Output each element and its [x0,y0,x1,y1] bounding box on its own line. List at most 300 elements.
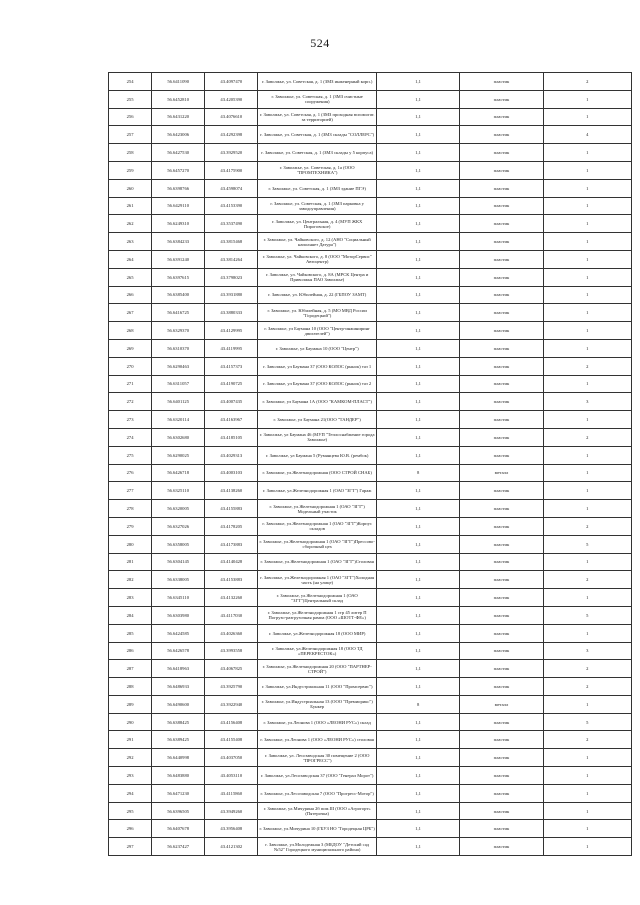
latitude-cell: 56.6391240 [152,250,205,268]
address-cell: г. Заволжье, ул.Железнодорожная 1 (ОАО "ЗГТ") Модельный участок [258,500,377,518]
material-cell: пластик [460,820,543,838]
quantity-cell: 1 [543,500,631,518]
quantity-cell: 1 [543,749,631,767]
volume-cell: 1,1 [376,179,459,197]
volume-cell: 1,1 [376,589,459,607]
row-number-cell: 279 [109,517,152,535]
latitude-cell: 56.6423006 [152,126,205,144]
longitude-cell: 43.4163967 [205,411,258,429]
latitude-cell: 56.6358005 [152,535,205,553]
address-cell: г. Заволжье, ул. Чайковского, д. 8А (МРСК Центра и Приволжья ПАО Заволжье) [258,268,377,286]
address-cell: г. Заволжье, ул. Чайковского, д. 12 (АНО "Социальный наполняет Датура") [258,233,377,251]
row-number-cell: 290 [109,713,152,731]
longitude-cell: 43.4026360 [205,624,258,642]
row-number-cell: 269 [109,339,152,357]
latitude-cell: 56.6384233 [152,233,205,251]
longitude-cell: 43.3922940 [205,695,258,713]
longitude-cell: 43.3815468 [205,233,258,251]
latitude-cell: 56.6249310 [152,215,205,233]
table-row [109,411,632,429]
table-row [109,695,632,713]
volume-cell: 1,1 [376,304,459,322]
latitude-cell: 56.6397615 [152,268,205,286]
volume-cell: 8 [376,464,459,482]
volume-cell: 1,1 [376,411,459,429]
table-row [109,500,632,518]
latitude-cell: 56.6290025 [152,446,205,464]
latitude-cell: 56.6320114 [152,411,205,429]
table-row [109,446,632,464]
table-row [109,144,632,162]
quantity-cell: 1 [543,624,631,642]
row-number-cell: 289 [109,695,152,713]
latitude-cell: 56.6418963 [152,660,205,678]
latitude-cell: 56.6426578 [152,642,205,660]
latitude-cell: 56.6385400 [152,286,205,304]
table-row [109,517,632,535]
address-cell: г. Заволжье, ул. Юбилейная, д. 22 (ГБПОУ ЗАМТ) [258,286,377,304]
quantity-cell: 2 [543,660,631,678]
latitude-cell: 56.6424585 [152,624,205,642]
quantity-cell: 1 [543,838,631,856]
row-number-cell: 295 [109,802,152,820]
row-number-cell: 293 [109,767,152,785]
longitude-cell: 43.4132260 [205,589,258,607]
quantity-cell: 1 [543,250,631,268]
quantity-cell: 1 [543,268,631,286]
address-cell: г. Заволжье, ул.Железнодорожная 1 (ОАО "ЗГТ")Корпус складов [258,517,377,535]
table-row [109,215,632,233]
volume-cell: 1,1 [376,784,459,802]
table-row [109,90,632,108]
row-number-cell: 258 [109,144,152,162]
quantity-cell: 1 [543,304,631,322]
volume-cell: 1,1 [376,802,459,820]
latitude-cell: 56.6311057 [152,375,205,393]
material-cell: пластик [460,375,543,393]
longitude-cell: 43.3880333 [205,304,258,322]
address-cell: г. Заволжье, ул Баумана 37 (ООО КОЛОС (рынок) таз 2 [258,375,377,393]
latitude-cell: 56.6486933 [152,678,205,696]
row-number-cell: 267 [109,304,152,322]
address-cell: г. Заволжье, ул.Молодежная 3 (МБДОУ "Детский сад №52" Городецкого муниципального района) [258,838,377,856]
quantity-cell: 5 [543,606,631,624]
address-cell: г. Заволжье, ул Баумана 21(ООО "ТАНДЕР") [258,411,377,429]
quantity-cell: 1 [543,215,631,233]
material-cell: пластик [460,90,543,108]
material-cell: пластик [460,571,543,589]
address-cell: г. Заволжье, ул.Леонова 1 (ООО «ЛЕОНИ РУС») столовая [258,731,377,749]
address-cell: г. Заволжье, ул.Железнодорожная 1 (ОАО "ЗГТ")Центральный склад [258,589,377,607]
material-cell: пластик [460,535,543,553]
volume-cell: 1,1 [376,660,459,678]
table-row [109,838,632,856]
row-number-cell: 254 [109,73,152,91]
volume-cell: 1,1 [376,428,459,446]
address-cell: г. Заволжье, ул. Советская, д. 1а (ООО "ПРОМТЕХНИКА") [258,161,377,179]
address-cell: г. Заволжье, ул. Советская, д. 1 (ЗМЗ проходная вспомогат. за территорией) [258,108,377,126]
quantity-cell: 1 [543,322,631,340]
row-number-cell: 260 [109,179,152,197]
address-cell: г. Заволжье, ул.Лесозаводская 7 (ООО "Прогресс-Мотор") [258,784,377,802]
latitude-cell: 56.6320005 [152,500,205,518]
quantity-cell: 1 [543,482,631,500]
longitude-cell: 43.3993558 [205,642,258,660]
row-number-cell: 261 [109,197,152,215]
address-cell: г. Заволжье, ул.Железнодорожная (ООО СТРОЙ СНАБ) [258,464,377,482]
address-cell: г. Заволжье, ул. Лесозаводская 30 помещение 2 (ООО "ПРОГРЕСС") [258,749,377,767]
longitude-cell: 43.4117030 [205,606,258,624]
longitude-cell: 43.3925790 [205,678,258,696]
table-row [109,535,632,553]
latitude-cell: 56.6411090 [152,73,205,91]
table-row [109,357,632,375]
material-cell: пластик [460,286,543,304]
longitude-cell: 43.4121302 [205,838,258,856]
row-number-cell: 270 [109,357,152,375]
table-row [109,820,632,838]
volume-cell: 1,1 [376,161,459,179]
table-body [109,73,632,856]
longitude-cell: 43.3798023 [205,268,258,286]
longitude-cell: 43.3956408 [205,820,258,838]
latitude-cell: 56.6490600 [152,695,205,713]
address-cell: г. Заволжье, ул Баумана 1А (ООО "КАМКОМ-ПЛАСТ") [258,393,377,411]
address-cell: г. Заволжье, ул Баумана 46 (МУП "Теплоснабжение города Заволжье) [258,428,377,446]
longitude-cell: 43.4153390 [205,197,258,215]
address-cell: г. Заволжье, ул. Советская, д. 1 (ЗМЗ очистные сооружения) [258,90,377,108]
quantity-cell: 1 [543,553,631,571]
address-cell: г. Заволжье, ул Баумана 10 (ООО "Центр-инжиниринг двигателей") [258,322,377,340]
longitude-cell: 43.4053110 [205,767,258,785]
volume-cell: 1,1 [376,108,459,126]
material-cell: пластик [460,179,543,197]
table-row [109,322,632,340]
quantity-cell: 1 [543,233,631,251]
table-row [109,108,632,126]
quantity-cell: 2 [543,428,631,446]
quantity-cell: 5 [543,535,631,553]
latitude-cell: 56.6457270 [152,161,205,179]
quantity-cell: 2 [543,357,631,375]
quantity-cell: 2 [543,731,631,749]
material-cell: пластик [460,678,543,696]
latitude-cell: 56.6329370 [152,322,205,340]
row-number-cell: 294 [109,784,152,802]
material-cell: металл [460,464,543,482]
address-cell: г. Заволжье, ул.Железнодорожная 1 (ОАО "ЗГТ")Столовая [258,553,377,571]
longitude-cell: 43.4178205 [205,517,258,535]
latitude-cell: 56.6398766 [152,179,205,197]
quantity-cell: 1 [543,464,631,482]
longitude-cell: 43.4129995 [205,322,258,340]
latitude-cell: 56.6407678 [152,820,205,838]
latitude-cell: 56.6237427 [152,838,205,856]
latitude-cell: 56.6431220 [152,108,205,126]
address-cell: г. Заволжье, ул.Железнодорожная 18 (ООО ТД «ПЕРЕКРЕСТОК») [258,642,377,660]
material-cell: пластик [460,108,543,126]
latitude-cell: 56.6304145 [152,553,205,571]
volume-cell: 1,1 [376,838,459,856]
quantity-cell: 1 [543,339,631,357]
volume-cell: 1,1 [376,393,459,411]
address-cell: г. Заволжье, ул.Индустриальная 13 (ООО "Премиорикс") Бункер [258,695,377,713]
longitude-cell: 43.4205390 [205,90,258,108]
latitude-cell: 56.6426718 [152,464,205,482]
longitude-cell: 43.4153883 [205,571,258,589]
material-cell: пластик [460,749,543,767]
volume-cell: 1,1 [376,73,459,91]
row-number-cell: 276 [109,464,152,482]
quantity-cell: 1 [543,589,631,607]
material-cell: пластик [460,838,543,856]
volume-cell: 1,1 [376,322,459,340]
material-cell: пластик [460,660,543,678]
volume-cell: 1,1 [376,767,459,785]
longitude-cell: 43.3537490 [205,215,258,233]
latitude-cell: 56.6327026 [152,517,205,535]
row-number-cell: 285 [109,624,152,642]
material-cell: пластик [460,802,543,820]
table-row [109,233,632,251]
address-cell: г. Заволжье, ул.Железнодорожная 1 стр 45 литер П Погрузо-разгрузочная рампа (ООО «ШОТТ-ФЕ») [258,606,377,624]
volume-cell: 1,1 [376,749,459,767]
material-cell: пластик [460,606,543,624]
longitude-cell: 43.3949260 [205,802,258,820]
address-cell: г. Заволжье, ул. Центральная, д. 4 (МУП ЖКХ Пироговское) [258,215,377,233]
latitude-cell: 56.6452810 [152,90,205,108]
quantity-cell: 3 [543,642,631,660]
material-cell: пластик [460,411,543,429]
volume-cell: 1,1 [376,268,459,286]
address-cell: г. Заволжье, ул Баумана 37 (ООО КОЛОС (рынок) таз 1 [258,357,377,375]
longitude-cell: 43.4140428 [205,553,258,571]
material-cell: пластик [460,357,543,375]
row-number-cell: 281 [109,553,152,571]
address-cell: г. Заволжье, ул. Советская, д. 1 (ЗМЗ склады "СОЛЛЕРС") [258,126,377,144]
longitude-cell: 43.4175900 [205,161,258,179]
longitude-cell: 43.4037050 [205,749,258,767]
volume-cell: 1,1 [376,535,459,553]
material-cell: пластик [460,161,543,179]
latitude-cell: 56.6483880 [152,767,205,785]
volume-cell: 8 [376,695,459,713]
quantity-cell: 3 [543,393,631,411]
material-cell: пластик [460,428,543,446]
material-cell: пластик [460,322,543,340]
address-cell: г. Заволжье, ул.Мичурина 10 (ГБУЗ НО "Городецкая ЦРБ") [258,820,377,838]
material-cell: пластик [460,250,543,268]
material-cell: пластик [460,73,543,91]
quantity-cell: 1 [543,784,631,802]
quantity-cell: 1 [543,375,631,393]
longitude-cell: 43.4007435 [205,393,258,411]
table-row [109,268,632,286]
table-row [109,784,632,802]
quantity-cell: 1 [543,108,631,126]
longitude-cell: 43.4097470 [205,73,258,91]
latitude-cell: 56.6302680 [152,428,205,446]
longitude-cell: 43.3929520 [205,144,258,162]
quantity-cell: 1 [543,411,631,429]
volume-cell: 1,1 [376,375,459,393]
latitude-cell: 56.6290463 [152,357,205,375]
material-cell: пластик [460,339,543,357]
quantity-cell: 2 [543,517,631,535]
table-row [109,179,632,197]
longitude-cell: 43.4598074 [205,179,258,197]
material-cell: пластик [460,713,543,731]
latitude-cell: 56.6325110 [152,482,205,500]
address-cell: г. Заволжье, ул.Железнодорожная 1 (ОАО "ЗГТ")Холодная часть (на улице) [258,571,377,589]
table-row [109,464,632,482]
volume-cell: 1,1 [376,339,459,357]
volume-cell: 1,1 [376,642,459,660]
longitude-cell: 43.4157373 [205,357,258,375]
longitude-cell: 43.4155883 [205,500,258,518]
table-row [109,197,632,215]
quantity-cell: 1 [543,161,631,179]
volume-cell: 1,1 [376,820,459,838]
table-row [109,161,632,179]
volume-cell: 1,1 [376,624,459,642]
material-cell: пластик [460,642,543,660]
material-cell: пластик [460,446,543,464]
latitude-cell: 56.6396505 [152,802,205,820]
table-row [109,731,632,749]
address-cell: г. Заволжье, ул. Советская, д. 1 (ЗМЗ склады у 5 корпуса) [258,144,377,162]
volume-cell: 1,1 [376,233,459,251]
address-cell: г. Заволжье, ул.Железнодорожная 20 (ООО "ПАРТНЕР-СТРОЙ") [258,660,377,678]
address-cell: г. Заволжье, ул.Железнодорожная 18 (ООО МИР) [258,624,377,642]
material-cell: пластик [460,624,543,642]
longitude-cell: 43.3814264 [205,250,258,268]
latitude-cell: 56.6338005 [152,571,205,589]
row-number-cell: 268 [109,322,152,340]
latitude-cell: 56.6388425 [152,713,205,731]
table-row [109,73,632,91]
longitude-cell: 43.4292398 [205,126,258,144]
quantity-cell: 1 [543,820,631,838]
latitude-cell: 56.6345110 [152,589,205,607]
quantity-cell: 5 [543,713,631,731]
row-number-cell: 255 [109,90,152,108]
longitude-cell: 43.4156408 [205,713,258,731]
table-row [109,304,632,322]
row-number-cell: 274 [109,428,152,446]
address-cell: г. Заволжье, ул. Советская, д. 1 (ЗМЗ здание ПГЭ) [258,179,377,197]
longitude-cell: 43.4003103 [205,464,258,482]
address-cell: г. Заволжье, ул.Лесозаводская 37 (ООО "Генерал Морот") [258,767,377,785]
address-cell: г. Заволжье, ул. Юбилейная, д. 5 (МО МВД России "Городецкий") [258,304,377,322]
row-number-cell: 256 [109,108,152,126]
table-row [109,802,632,820]
quantity-cell: 1 [543,446,631,464]
table-row [109,286,632,304]
latitude-cell: 56.6429110 [152,197,205,215]
latitude-cell: 56.6401125 [152,393,205,411]
material-cell: пластик [460,126,543,144]
row-number-cell: 265 [109,268,152,286]
latitude-cell: 56.6389425 [152,731,205,749]
quantity-cell: 2 [543,678,631,696]
longitude-cell: 43.4076610 [205,108,258,126]
quantity-cell: 1 [543,179,631,197]
volume-cell: 1,1 [376,553,459,571]
volume-cell: 1,1 [376,357,459,375]
material-cell: пластик [460,268,543,286]
material-cell: пластик [460,215,543,233]
row-number-cell: 263 [109,233,152,251]
quantity-cell: 1 [543,286,631,304]
volume-cell: 1,1 [376,126,459,144]
volume-cell: 1,1 [376,571,459,589]
material-cell: пластик [460,517,543,535]
address-cell: г. Заволжье, ул. Советская, д. 1 (ЗМЗ инженерный корп.) [258,73,377,91]
row-number-cell: 291 [109,731,152,749]
latitude-cell: 56.6310370 [152,339,205,357]
address-cell: г. Заволжье, ул Баумана 5 (Румянцева Ю.В. (рембок) [258,446,377,464]
row-number-cell: 275 [109,446,152,464]
row-number-cell: 272 [109,393,152,411]
material-cell: металл [460,695,543,713]
table-row [109,749,632,767]
material-cell: пластик [460,304,543,322]
table-row [109,678,632,696]
volume-cell: 1,1 [376,90,459,108]
material-cell: пластик [460,482,543,500]
table-row [109,660,632,678]
row-number-cell: 282 [109,571,152,589]
volume-cell: 1,1 [376,517,459,535]
row-number-cell: 259 [109,161,152,179]
row-number-cell: 266 [109,286,152,304]
volume-cell: 1,1 [376,286,459,304]
latitude-cell: 56.6303980 [152,606,205,624]
longitude-cell: 43.4190725 [205,375,258,393]
material-cell: пластик [460,553,543,571]
row-number-cell: 257 [109,126,152,144]
quantity-cell: 1 [543,197,631,215]
latitude-cell: 56.6471230 [152,784,205,802]
latitude-cell: 56.6427530 [152,144,205,162]
volume-cell: 1,1 [376,446,459,464]
page-number: 524 [310,36,330,50]
latitude-cell: 56.6416725 [152,304,205,322]
volume-cell: 1,1 [376,215,459,233]
table-row [109,767,632,785]
volume-cell: 1,1 [376,144,459,162]
address-cell: г. Заволжье, ул. Советская, д. 1 (ЗМЗ парковка у заводоуправления) [258,197,377,215]
quantity-cell: 2 [543,571,631,589]
material-cell: пластик [460,233,543,251]
volume-cell: 1,1 [376,606,459,624]
row-number-cell: 292 [109,749,152,767]
row-number-cell: 287 [109,660,152,678]
table-row [109,589,632,607]
longitude-cell: 43.4155408 [205,731,258,749]
address-cell: г. Заволжье, ул. Чайковского, д. 8 (ООО "МоторСервис" Автоцентр) [258,250,377,268]
table-row [109,393,632,411]
quantity-cell: 2 [543,73,631,91]
material-cell: пластик [460,500,543,518]
row-number-cell: 280 [109,535,152,553]
longitude-cell: 43.4067825 [205,660,258,678]
table-row [109,553,632,571]
address-cell: г. Заволжье, ул Баумана 10 (ООО "Центр") [258,339,377,357]
table-row [109,482,632,500]
container-sites-table [108,72,632,856]
